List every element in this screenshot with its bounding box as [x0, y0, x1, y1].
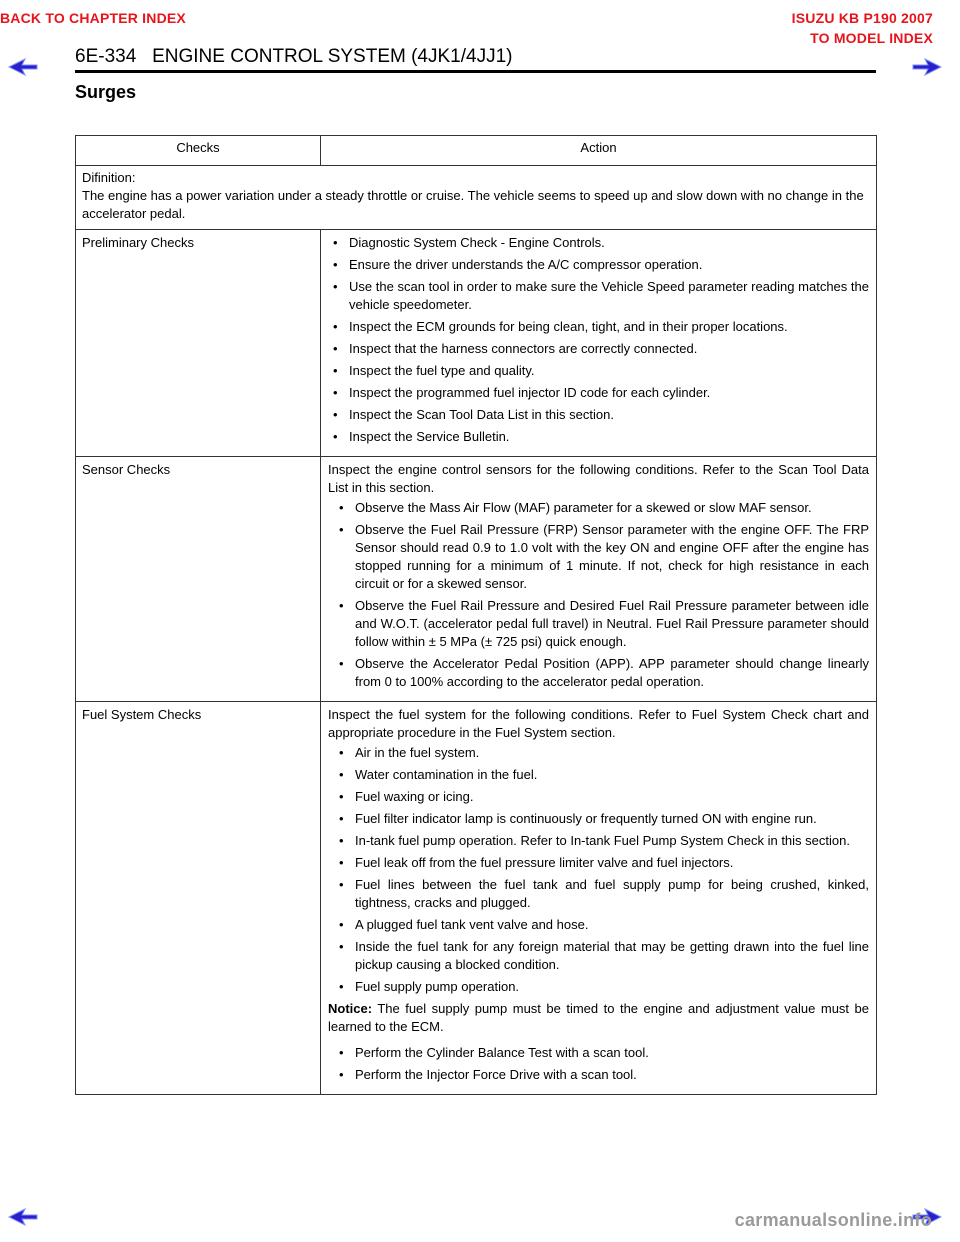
back-to-chapter-index-link[interactable]: BACK TO CHAPTER INDEX [0, 10, 186, 26]
table-row [76, 702, 877, 1095]
diagnostic-table [75, 135, 877, 1095]
bullet-list [328, 1044, 869, 1084]
list-item: • Diagnostic System Check - Engine Controls. [328, 234, 869, 252]
notice-text: The fuel supply pump must be timed to the engine and adjustment value must be learned to the ECM. [328, 1001, 869, 1034]
action-cell [321, 457, 877, 702]
check-cell: Fuel System Checks [76, 702, 321, 1095]
notice-paragraph [328, 1000, 869, 1036]
list-item: • Inspect the programmed fuel injector ID code for each cylinder. [328, 384, 869, 402]
model-title: ISUZU KB P190 2007 [791, 10, 933, 26]
list-item: • Inspect the ECM grounds for being clean, tight, and in their proper locations. [328, 318, 869, 336]
list-item: • Air in the fuel system. [334, 744, 869, 762]
list-item: • Ensure the driver understands the A/C compressor operation. [328, 256, 869, 274]
list-item: • Perform the Cylinder Balance Test with a scan tool. [334, 1044, 869, 1062]
list-item: • Inspect the Scan Tool Data List in this section. [328, 406, 869, 424]
prev-page-arrow-icon[interactable] [8, 58, 38, 76]
definition-label: Difinition: [82, 170, 136, 185]
action-intro: Inspect the fuel system for the following conditions. Refer to Fuel System Check chart and appropriate procedure in the Fuel System section. [328, 707, 869, 740]
definition-row [76, 166, 877, 230]
column-header-checks: Checks [76, 136, 321, 166]
list-item: • Fuel filter indicator lamp is continuously or frequently turned ON with engine run. [334, 810, 869, 828]
list-item: • Fuel supply pump operation. [334, 978, 869, 996]
list-item: • Observe the Fuel Rail Pressure (FRP) Sensor parameter with the engine OFF. The FRP Sensor should read 0.9 to 1.0 volt with the key ON and engine OFF after the engine has stopped running for a minimum of 1 minute. If not, check for high resistance in each circuit or for a skewed sensor. [334, 521, 869, 593]
section-title: Surges [75, 82, 137, 102]
table-header-row [76, 136, 877, 166]
column-header-action: Action [321, 136, 877, 166]
notice-label: Notice: [328, 1001, 373, 1016]
definition-text: The engine has a power variation under a steady throttle or cruise. The vehicle seems to speed up and slow down with no change in the accelerator pedal. [82, 188, 864, 221]
list-item: • Fuel lines between the fuel tank and fuel supply pump for being crushed, kinked, tightness, cracks and plugged. [334, 876, 869, 912]
next-page-arrow-icon[interactable] [912, 58, 942, 76]
check-cell: Preliminary Checks [76, 230, 321, 457]
bullet-list [328, 744, 869, 996]
to-model-index-link[interactable]: TO MODEL INDEX [810, 30, 933, 46]
header-rule [75, 70, 876, 73]
list-item: • In-tank fuel pump operation. Refer to In-tank Fuel Pump System Check in this section. [334, 832, 869, 850]
action-cell [321, 230, 877, 457]
list-item: • Use the scan tool in order to make sure the Vehicle Speed parameter reading matches the vehicle speedometer. [328, 278, 869, 314]
list-item: • Fuel leak off from the fuel pressure limiter valve and fuel injectors. [334, 854, 869, 872]
definition-cell [76, 166, 877, 230]
list-item: • Inside the fuel tank for any foreign material that may be getting drawn into the fuel line pickup causing a blocked condition. [334, 938, 869, 974]
list-item: • Observe the Mass Air Flow (MAF) parameter for a skewed or slow MAF sensor. [334, 499, 869, 517]
list-item: • Fuel waxing or icing. [334, 788, 869, 806]
list-item: • Inspect the Service Bulletin. [328, 428, 869, 446]
list-item: • Inspect that the harness connectors are correctly connected. [328, 340, 869, 358]
bullet-list [328, 234, 869, 446]
prev-page-arrow-icon[interactable] [8, 1208, 38, 1226]
page-header-title: 6E-334 ENGINE CONTROL SYSTEM (4JK1/4JJ1) [75, 46, 513, 67]
list-item: • Observe the Accelerator Pedal Position (APP). APP parameter should change linearly from 0 to 100% according to the accelerator pedal operation. [334, 655, 869, 691]
action-cell [321, 702, 877, 1095]
bullet-list [328, 499, 869, 691]
watermark-text: carmanualsonline.info [734, 1210, 932, 1230]
action-intro: Inspect the engine control sensors for the following conditions. Refer to the Scan Tool Data List in this section. [328, 462, 869, 495]
list-item: • Inspect the fuel type and quality. [328, 362, 869, 380]
check-cell: Sensor Checks [76, 457, 321, 702]
list-item: • A plugged fuel tank vent valve and hose. [334, 916, 869, 934]
list-item: • Perform the Injector Force Drive with a scan tool. [334, 1066, 869, 1084]
list-item: • Observe the Fuel Rail Pressure and Desired Fuel Rail Pressure parameter between idle and W.O.T. (accelerator pedal full travel) in Neutral. Fuel Rail Pressure parameter should follow within ± 5 MPa (± 725 psi) quick enough. [334, 597, 869, 651]
table-row [76, 230, 877, 457]
table-row [76, 457, 877, 702]
list-item: • Water contamination in the fuel. [334, 766, 869, 784]
